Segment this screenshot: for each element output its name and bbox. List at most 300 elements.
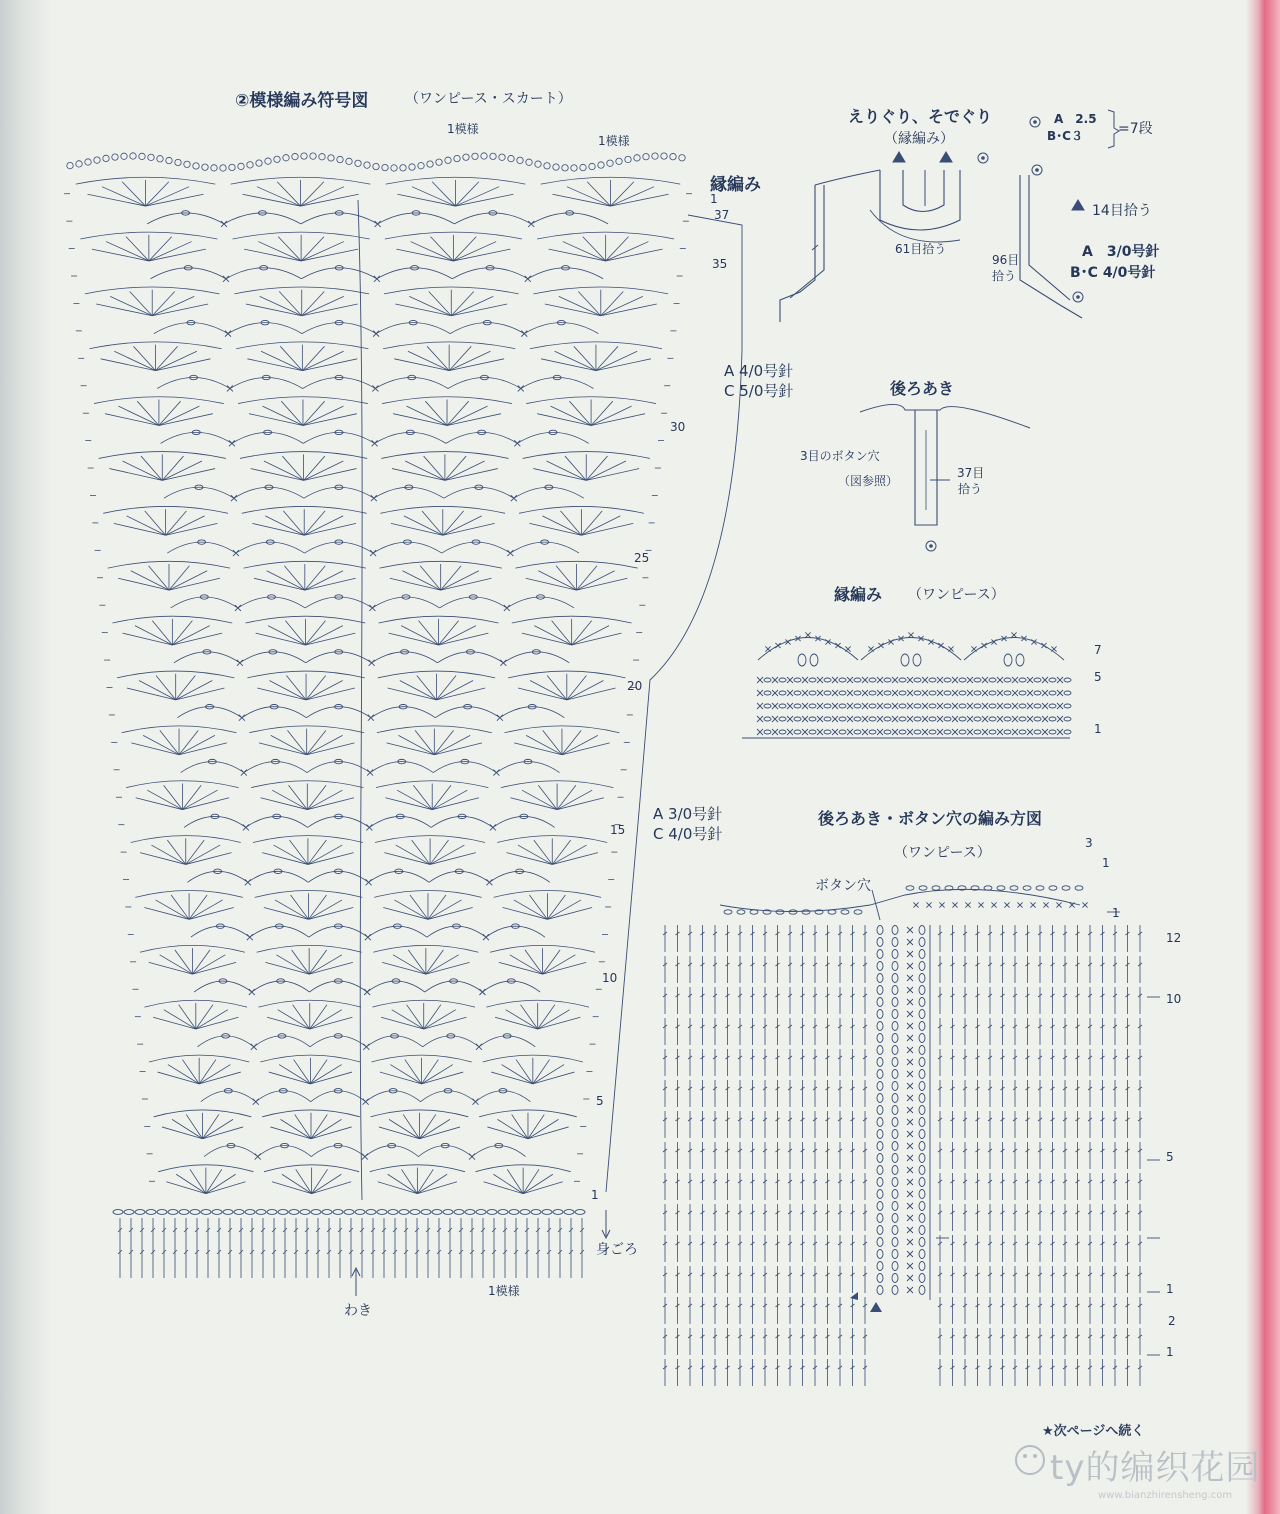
schematic-outline <box>790 185 824 298</box>
chain-arc <box>435 707 500 718</box>
chain-stitch <box>919 1094 925 1103</box>
chain-stitch <box>877 1022 883 1031</box>
chain-stitch <box>899 678 906 682</box>
schematic-outline <box>1029 175 1070 300</box>
dc-stitch <box>405 461 445 480</box>
dc-stitch <box>276 955 309 974</box>
chain-stitch <box>877 1058 883 1067</box>
dc-stitch <box>591 406 631 425</box>
chain-stitch <box>1004 704 1011 708</box>
dc-stitch <box>147 790 182 809</box>
chain-arc <box>310 1036 366 1047</box>
dc-stitch <box>257 688 306 700</box>
dc-stitch <box>581 516 620 535</box>
chain-stitch <box>944 730 951 734</box>
chain-arc <box>181 762 244 773</box>
chain-arc <box>258 1146 312 1157</box>
dc-stitch <box>449 359 504 371</box>
chain-stitch <box>869 704 876 708</box>
dc-stitch <box>242 194 300 206</box>
picot-stitch <box>418 163 424 169</box>
dc-stitch <box>449 351 490 370</box>
chain-stitch <box>809 691 816 695</box>
row-number: 25 <box>634 551 650 565</box>
dc-stitch <box>424 1010 456 1029</box>
chain-stitch <box>919 1238 925 1247</box>
picot-stitch <box>553 164 559 170</box>
picot-stitch <box>211 165 217 171</box>
chain-arc <box>194 981 252 992</box>
row-number: 30 <box>670 420 686 434</box>
dc-stitch <box>392 469 445 481</box>
chain-stitch <box>179 1210 189 1215</box>
chain-arc <box>421 1091 476 1102</box>
legend-a: A 2.5 <box>1054 112 1097 126</box>
dc-stitch <box>499 962 543 974</box>
dc-stitch <box>166 516 205 535</box>
dc-stitch <box>206 1174 236 1193</box>
chain-stitch <box>564 1210 574 1215</box>
chain-stitch <box>884 704 891 708</box>
dc-stitch <box>123 633 173 645</box>
dc-stitch <box>301 194 359 206</box>
dc-stitch <box>395 304 451 316</box>
chain-stitch <box>877 1202 883 1211</box>
chain-arc <box>372 597 439 608</box>
chain-stitch <box>399 1210 409 1215</box>
chain-stitch <box>929 691 936 695</box>
dc-stitch <box>611 194 669 206</box>
dc-stitch <box>309 962 353 974</box>
dc-stitch <box>152 304 208 316</box>
picot-stitch <box>283 155 289 161</box>
dc-stitch <box>432 798 479 810</box>
dc-stitch <box>169 578 220 590</box>
dc-stitch <box>260 296 302 315</box>
dc-stitch <box>397 790 432 809</box>
dc-stitch <box>274 845 308 864</box>
picot-stitch <box>193 163 199 169</box>
dc-stitch <box>272 790 307 809</box>
picot-stitch <box>220 165 226 171</box>
chain-stitch <box>974 678 981 682</box>
dc-stitch <box>310 1065 341 1084</box>
chain-arc <box>240 652 306 663</box>
dc-stitch <box>528 1127 569 1139</box>
chain-arc <box>256 1091 311 1102</box>
buttonhole-chart-title: 後ろあき・ボタン穴の編み方図 <box>818 809 1043 828</box>
chain-stitch <box>877 1094 883 1103</box>
back-opening-title: 後ろあき <box>890 379 955 398</box>
dc-stitch <box>430 845 464 864</box>
dc-stitch <box>282 1174 312 1193</box>
dc-stitch <box>109 469 162 481</box>
picot-stitch <box>490 153 496 159</box>
chain-arc <box>164 487 234 498</box>
chain-arc <box>510 542 579 553</box>
chain-stitch <box>877 1166 883 1175</box>
chain-arc <box>303 432 374 443</box>
dc-stitch <box>118 578 169 590</box>
dc-stitch <box>152 296 194 315</box>
dc-stitch <box>518 845 552 864</box>
dc-stitch <box>264 461 304 480</box>
picot-stitch <box>535 161 541 167</box>
row-number: 10 <box>1166 992 1182 1006</box>
chain-arc <box>304 487 374 498</box>
dc-stitch <box>384 853 430 865</box>
chain-stitch <box>1004 717 1011 721</box>
dc-stitch <box>146 194 204 206</box>
dc-stitch <box>487 1127 528 1139</box>
chain-stitch <box>1075 886 1083 890</box>
dc-stitch <box>510 955 543 974</box>
marker-circle <box>1035 168 1039 172</box>
picot-stitch <box>265 158 271 164</box>
chain-stitch <box>135 1210 145 1215</box>
dc-stitch <box>389 633 439 645</box>
chain-stitch <box>575 1210 585 1215</box>
dc-stitch <box>456 187 500 206</box>
marker-triangle <box>870 1302 882 1312</box>
schematic-outline <box>880 170 960 230</box>
chain-stitch <box>212 1210 222 1215</box>
dc-stitch <box>396 845 430 864</box>
chain-arc <box>521 378 594 389</box>
chain-stitch <box>919 1118 925 1127</box>
dc-stitch <box>303 406 343 425</box>
row-number: 1 <box>1102 856 1110 870</box>
dc-stitch <box>158 1072 200 1084</box>
chain-stitch <box>223 1210 233 1215</box>
chain-stitch <box>877 1250 883 1259</box>
chain-arc <box>475 1091 530 1102</box>
chain-arc <box>147 213 224 224</box>
dc-stitch <box>557 790 592 809</box>
dc-stitch <box>160 955 193 974</box>
row-number: 1 <box>1166 1345 1174 1359</box>
needle-size: B･C 4/0号針 <box>1070 265 1156 281</box>
dc-stitch <box>419 1127 460 1139</box>
dc-stitch <box>572 626 609 645</box>
dc-stitch <box>308 845 342 864</box>
dc-stitch <box>392 1010 424 1029</box>
chain-stitch <box>764 717 771 721</box>
chain-stitch <box>899 704 906 708</box>
wechat-icon <box>1016 1446 1044 1474</box>
marker-triangle <box>893 152 905 162</box>
picot-stitch <box>544 163 550 169</box>
dc-stitch <box>110 296 152 315</box>
dc-stitch <box>387 743 435 755</box>
dc-stitch <box>439 626 476 645</box>
chain-stitch <box>877 1286 883 1295</box>
chain-stitch <box>877 1082 883 1091</box>
dc-stitch <box>484 1182 524 1194</box>
dc-stitch <box>156 351 197 370</box>
watermark-url: www.bianzhirensheng.com <box>1098 1490 1233 1501</box>
row-number: 12 <box>1166 931 1182 945</box>
chain-stitch <box>914 691 921 695</box>
chain-stitch <box>1049 704 1056 708</box>
chain-stitch <box>884 691 891 695</box>
chain-arc <box>308 871 368 882</box>
chain-arc <box>371 707 436 718</box>
top-edge-chain <box>720 889 1080 911</box>
chain-stitch <box>824 730 831 734</box>
dc-stitch <box>537 414 591 426</box>
dc-stitch <box>304 469 357 481</box>
row-number: 35 <box>712 257 728 271</box>
edging-chart-title: 縁編み <box>834 585 883 604</box>
chain-arc <box>440 597 507 608</box>
dc-stitch <box>258 242 301 261</box>
picot-stitch <box>103 155 109 161</box>
dc-stitch <box>439 633 489 645</box>
chain-stitch <box>944 691 951 695</box>
dc-stitch <box>176 688 225 700</box>
chain-arc <box>370 762 433 773</box>
dc-stitch <box>447 414 501 426</box>
dc-stitch <box>307 743 355 755</box>
chain-arc <box>524 323 598 334</box>
picot-stitch <box>508 155 514 161</box>
chain-arc <box>368 926 427 937</box>
chain-stitch <box>1023 886 1031 890</box>
dc-stitch <box>182 798 229 810</box>
dc-stitch <box>144 907 189 919</box>
chain-stitch <box>877 1190 883 1199</box>
picot-stitch <box>94 157 100 163</box>
chain-stitch <box>892 1250 898 1259</box>
dc-stitch <box>153 1017 196 1029</box>
dc-stitch <box>162 469 215 481</box>
chain-stitch <box>410 1210 420 1215</box>
dc-stitch <box>196 1010 228 1029</box>
scallop-arc <box>758 638 858 661</box>
picot-stitch <box>373 163 379 169</box>
chain-stitch <box>877 974 883 983</box>
picot-stitch <box>238 163 244 169</box>
chain-stitch <box>892 1274 898 1283</box>
dc-stitch <box>390 1065 421 1084</box>
chain-stitch <box>919 1178 925 1187</box>
chain-stitch <box>877 962 883 971</box>
continue-note: ★次ページへ続く <box>1042 1424 1145 1439</box>
chain-stitch <box>877 1034 883 1043</box>
dc-stitch <box>305 571 343 590</box>
chain-arc <box>429 871 489 882</box>
dc-stitch <box>381 1017 424 1029</box>
chain-stitch <box>1064 704 1071 708</box>
dc-stitch <box>196 1017 239 1029</box>
picot-stitch <box>139 153 145 159</box>
picot-stitch <box>76 161 82 167</box>
dc-stitch <box>149 962 193 974</box>
chain-stitch <box>919 1106 925 1115</box>
chain-stitch <box>919 998 925 1007</box>
wechat-icon <box>1023 1454 1027 1458</box>
chain-arc <box>418 1146 472 1157</box>
chain-stitch <box>809 704 816 708</box>
marker-circle <box>981 156 985 160</box>
dc-stitch <box>409 296 451 315</box>
dc-stitch <box>186 845 220 864</box>
chain-stitch <box>1019 704 1026 708</box>
chain-stitch <box>892 938 898 947</box>
chain-stitch <box>1004 730 1011 734</box>
chain-arc <box>248 871 308 882</box>
marker-triangle <box>1072 200 1084 210</box>
dc-stitch <box>611 187 655 206</box>
dc-stitch <box>555 351 596 370</box>
chain-arc <box>151 268 226 279</box>
dc-stitch <box>176 680 213 699</box>
dc-stitch <box>127 516 166 535</box>
picot-stitch <box>301 153 307 159</box>
dc-stitch <box>302 359 357 371</box>
dc-stitch <box>246 304 302 316</box>
dc-stitch <box>159 406 199 425</box>
chain-arc <box>373 542 442 553</box>
dc-stitch <box>601 296 643 315</box>
dc-stitch <box>577 578 628 590</box>
dc-stitch <box>307 735 343 754</box>
picot-stitch <box>652 153 658 159</box>
picot-stitch <box>247 162 253 168</box>
dc-stitch <box>530 523 582 535</box>
buttonhole-label: ボタン穴 <box>815 878 871 894</box>
dc-stitch <box>424 1017 467 1029</box>
dc-stitch <box>577 571 615 590</box>
chain-arc <box>154 323 228 334</box>
chain-stitch <box>919 1274 925 1283</box>
picot-stitch <box>328 155 334 161</box>
needle-size: C 4/0号針 <box>653 825 723 843</box>
dc-stitch <box>199 1072 241 1084</box>
row-number: 5 <box>1094 670 1102 684</box>
dc-stitch <box>256 633 306 645</box>
chain-stitch <box>779 717 786 721</box>
dc-stitch <box>305 578 356 590</box>
chain-stitch <box>877 926 883 935</box>
dc-stitch <box>543 955 576 974</box>
chain-stitch <box>809 678 816 682</box>
chain-stitch <box>794 691 801 695</box>
bobble-stitch <box>798 654 806 666</box>
chain-stitch <box>919 1142 925 1151</box>
chain-stitch <box>509 1210 519 1215</box>
chain-arc <box>448 378 521 389</box>
dc-stitch <box>397 194 455 206</box>
dc-stitch <box>412 187 456 206</box>
dc-stitch <box>310 1017 353 1029</box>
dc-stitch <box>305 626 342 645</box>
chain-arc <box>177 707 242 718</box>
buttonhole-note: 3目のボタン穴 <box>800 449 880 463</box>
dc-stitch <box>542 516 581 535</box>
picot-stitch <box>562 165 568 171</box>
dc-stitch <box>456 194 514 206</box>
chain-stitch <box>892 1286 898 1295</box>
edging-chart-subtitle: （ワンピース） <box>908 587 1005 603</box>
dc-stitch <box>102 187 146 206</box>
chain-arc <box>302 323 376 334</box>
chain-stitch <box>892 998 898 1007</box>
picot-stitch <box>571 165 577 171</box>
dc-stitch <box>567 680 604 699</box>
chain-stitch <box>919 1166 925 1175</box>
chain-stitch <box>157 1210 167 1215</box>
chain-stitch <box>1062 886 1070 890</box>
chain-arc <box>375 378 448 389</box>
chain-stitch <box>877 950 883 959</box>
dc-stitch <box>123 461 163 480</box>
neck-diagram-title: えりぐり、そでぐり <box>848 107 993 126</box>
dc-stitch <box>411 242 454 261</box>
chain-stitch <box>989 717 996 721</box>
chain-arc <box>187 871 247 882</box>
chain-stitch <box>1049 717 1056 721</box>
chain-arc <box>242 707 307 718</box>
picot-stitch <box>166 157 172 163</box>
chain-arc <box>246 816 308 827</box>
dc-stitch <box>305 633 355 645</box>
dc-stitch <box>507 853 553 865</box>
picot-stitch <box>454 155 460 161</box>
chain-stitch <box>989 678 996 682</box>
chain-arc <box>454 213 531 224</box>
chain-stitch <box>919 1034 925 1043</box>
chain-arc <box>244 762 307 773</box>
chain-stitch <box>1034 678 1041 682</box>
dc-stitch <box>383 907 428 919</box>
dc-stitch <box>586 461 626 480</box>
picot-stitch <box>634 155 640 161</box>
dc-stitch <box>451 304 507 316</box>
dc-stitch <box>538 571 576 590</box>
dc-stitch <box>522 790 557 809</box>
chain-stitch <box>892 1166 898 1175</box>
dc-stitch <box>606 242 649 261</box>
dc-stitch <box>547 461 587 480</box>
chain-stitch <box>1019 678 1026 682</box>
picot-stitch <box>643 154 649 160</box>
picot-stitch <box>625 156 631 162</box>
chain-arc <box>375 432 446 443</box>
chain-stitch <box>724 910 732 914</box>
chain-stitch <box>929 730 936 734</box>
chain-stitch <box>919 1250 925 1259</box>
chain-stitch <box>432 1210 442 1215</box>
chain-stitch <box>344 1210 354 1215</box>
dc-stitch <box>162 1127 203 1139</box>
row-number: 15 <box>610 823 626 837</box>
dc-stitch <box>526 578 577 590</box>
dc-stitch <box>309 900 343 919</box>
dc-stitch <box>533 1072 575 1084</box>
chain-arc <box>452 268 527 279</box>
pick-up-note: 14目拾う <box>1092 203 1152 219</box>
pick-up-note: 拾う <box>992 269 1017 283</box>
needle-size: A 4/0号針 <box>724 362 794 380</box>
chain-stitch <box>869 730 876 734</box>
chain-arc <box>157 378 230 389</box>
picot-stitch <box>400 165 406 171</box>
dc-stitch <box>143 735 179 754</box>
chain-arc <box>528 268 603 279</box>
chain-stitch <box>919 1226 925 1235</box>
